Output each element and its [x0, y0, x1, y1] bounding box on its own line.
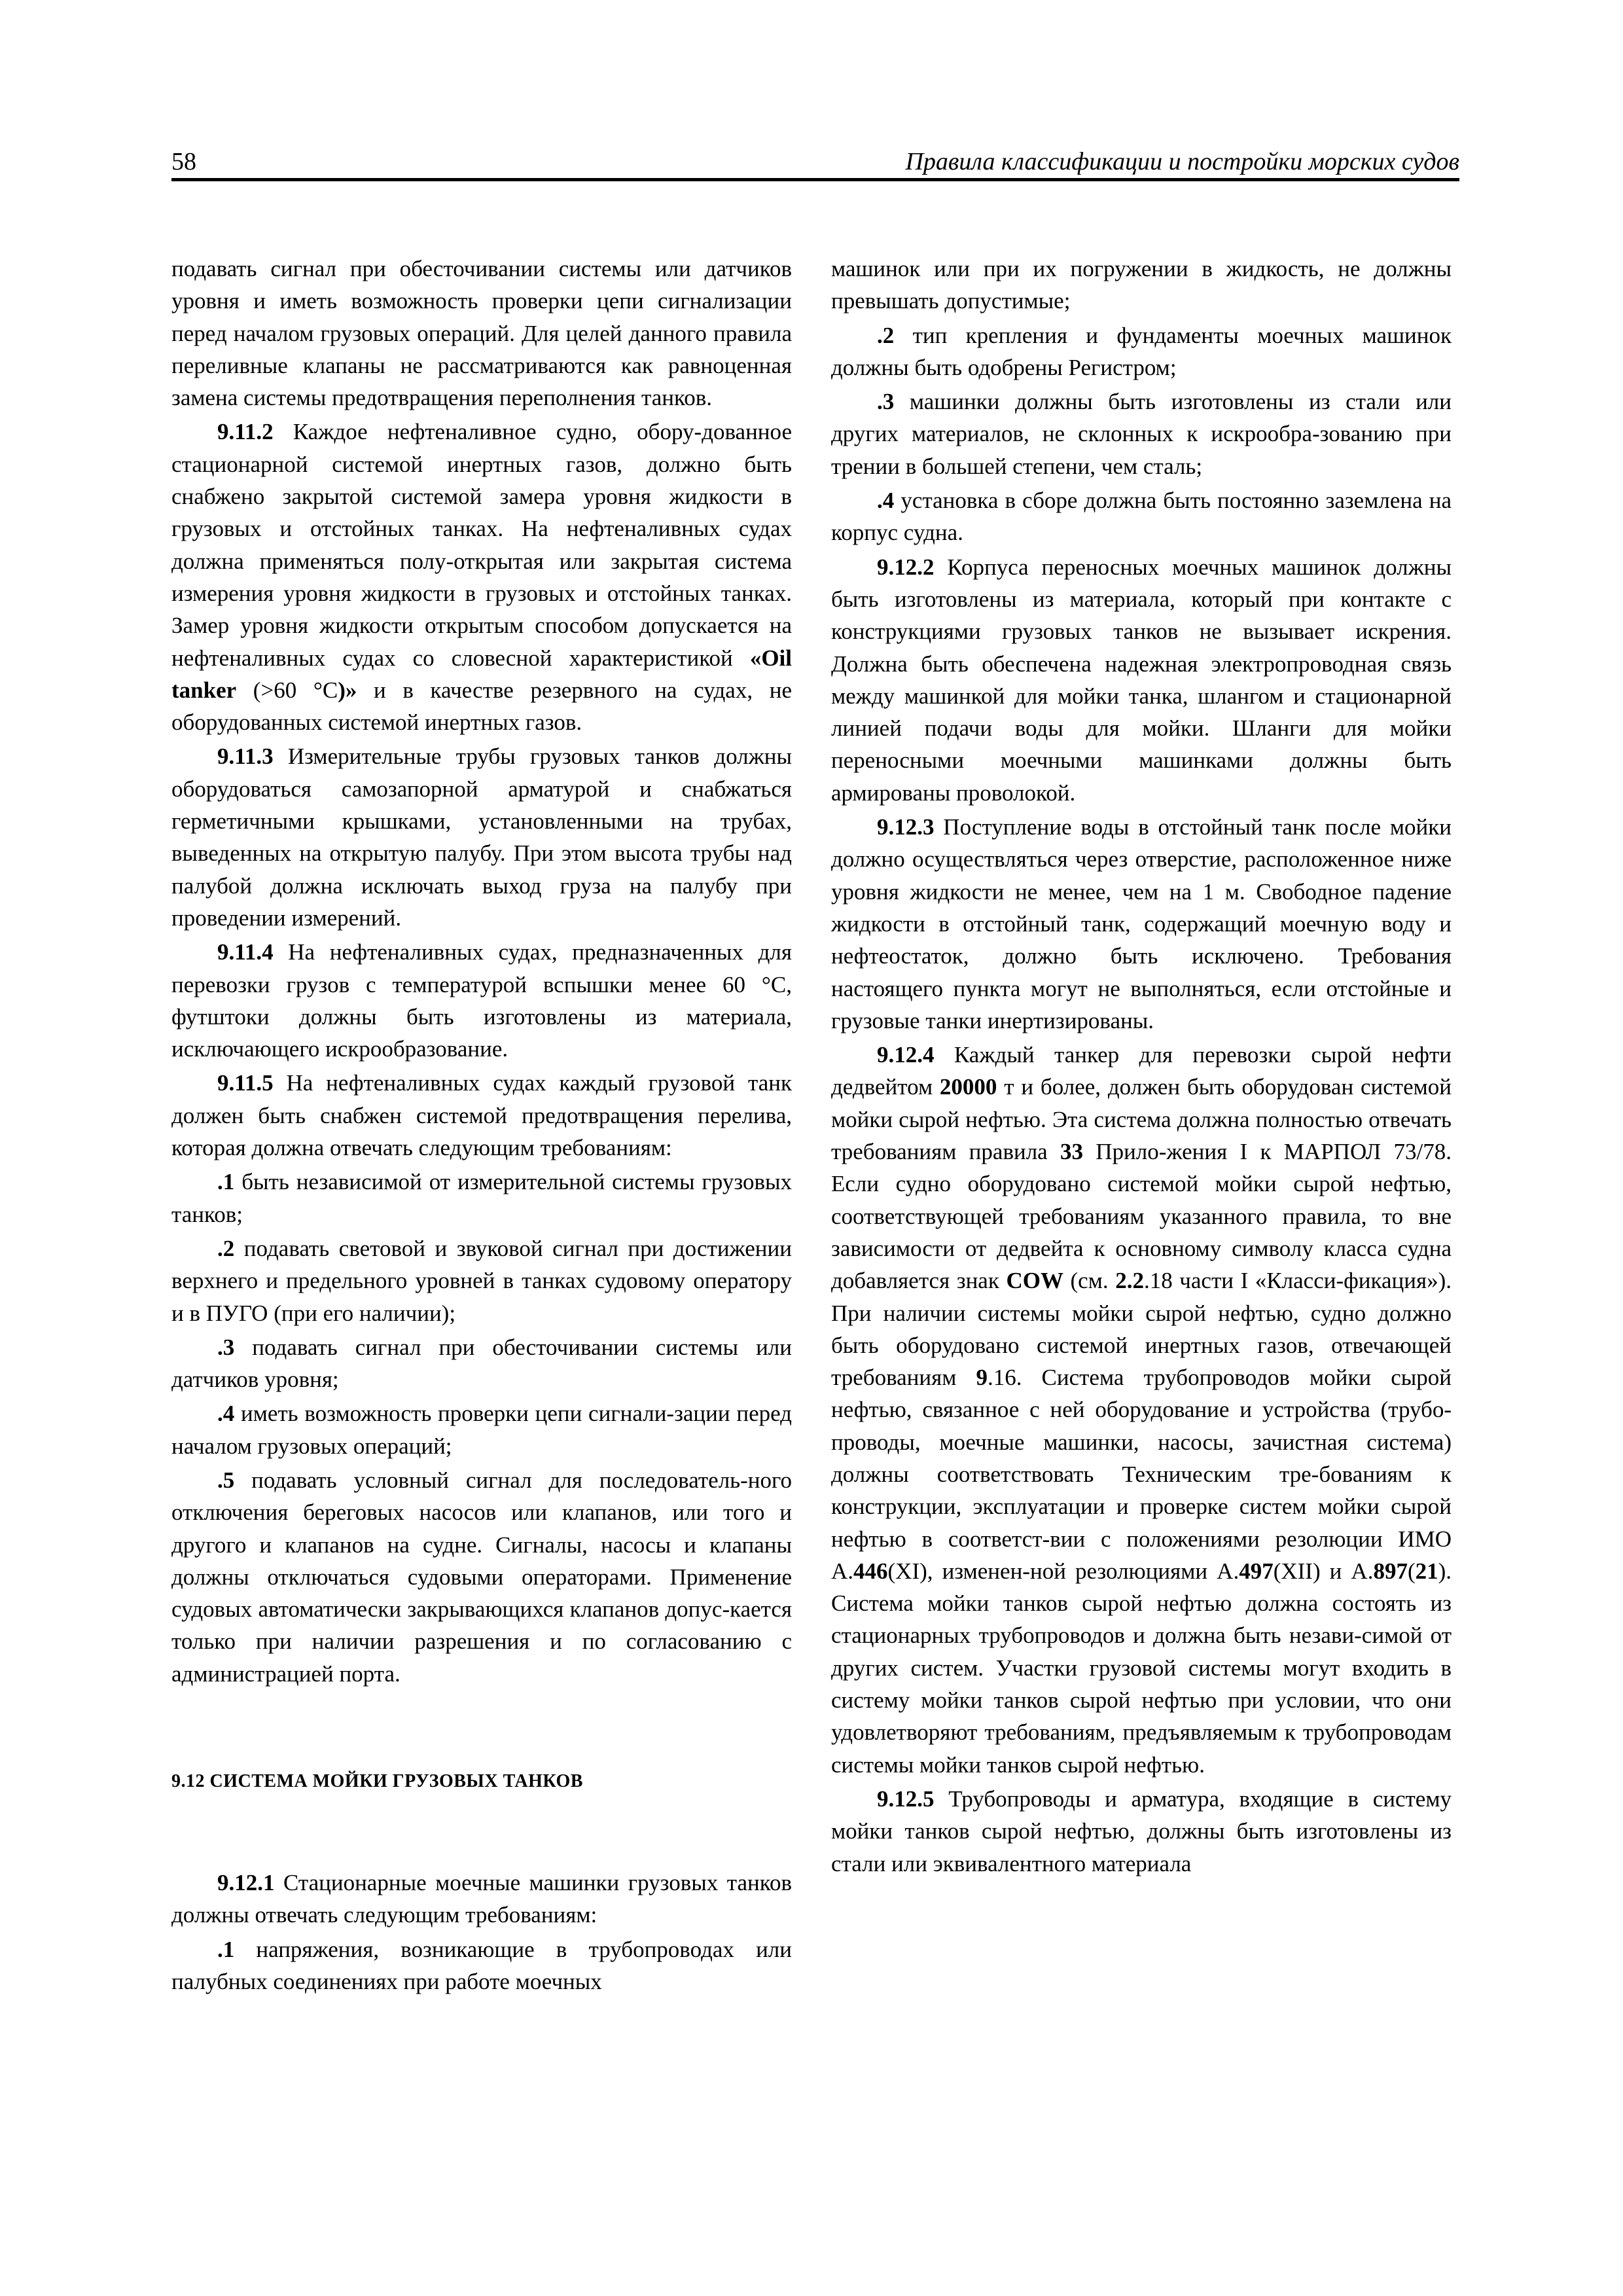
item-text: напряжения, возникающие в трубопроводах или палубных соединениях при работе моечных	[171, 1936, 792, 1994]
paragraph-text: машинок или при их погружении в жидкость, не должны превышать допустимые;	[831, 256, 1452, 314]
paragraph-9-12-4	[831, 1039, 1452, 1781]
clause-number: 9.11.3	[217, 744, 274, 770]
list-item	[831, 386, 1452, 482]
item-text: машинки должны быть изготовлены из стали или других материалов, не склонных к искрообра-зованию при трении в большей степени, чем сталь;	[831, 389, 1452, 479]
list-item	[831, 484, 1452, 549]
paragraph-text: Каждое нефтеналивное судно, обору-дованное стационарной системой инертных газов, должно быть снабжено закрытой системой замера уровня жидкости в грузовых и отстойных танках. На нефтеналивных судах должна применяться полу-открытая или закрытая система измерения уровня жидкости в грузовых и отстойных танках. Замер уровня жидкости открытым способом допускается на нефтеналивных судах со словесной характеристикой	[171, 419, 792, 671]
item-number: .5	[217, 1467, 235, 1493]
page-number: 58	[171, 148, 196, 175]
paragraph-text: (XI), изменен-ной резолюциями А.	[887, 1558, 1240, 1584]
bold-number: 2.2	[1115, 1268, 1144, 1294]
paragraph-text: На нефтеналивных судах каждый грузовой танк должен быть снабжен системой предотвращения перелива, которая должна отвечать следующим требованиям:	[171, 1070, 792, 1161]
section-heading: 9.12 СИСТЕМА МОЙКИ ГРУЗОВЫХ ТАНКОВ	[171, 1771, 583, 1792]
paragraph-9-11-2	[171, 416, 792, 738]
list-item	[171, 1397, 792, 1462]
paragraph-text: Стационарные моечные машинки грузовых танков должны отвечать следующим требованиям:	[171, 1870, 792, 1928]
paragraph-text: Поступление воды в отстойный танк после мойки должно осуществляться через отверстие, расположенное ниже уровня жидкости не менее, чем на 1 м. Свободное падение жидкости в отстойный танк, содержащий моечную воду и нефтеостаток, должно быть исключено. Требования настоящего пункта могут не выполняться, если отстойные и грузовые танки инертизированы.	[831, 814, 1452, 1033]
paragraph-text: Прило-жения I к МАРПОЛ 73/78. Если судно оборудовано системой мойки сырой нефтью, соответствующей требованиям указанного правила, то вне зависимости от дедвейта к основному символу класса судна добавляется знак	[831, 1139, 1452, 1294]
class-symbol: COW	[1006, 1268, 1063, 1294]
paragraph-9-12-5	[831, 1783, 1452, 1880]
paragraph-text: (см.	[1063, 1268, 1116, 1294]
paragraph-9-12-1	[171, 1867, 792, 1931]
list-item	[831, 319, 1452, 384]
paragraph-text: ). Система мойки танков сырой нефтью должна состоять из стационарных трубопроводов и должна быть незави-симой от других систем. Участки грузовой системы могут входить в систему мойки танков сырой нефтью при условии, что они удовлетворяют требованиям, предъявляемым к трубопроводам системы мойки танков сырой нефтью.	[831, 1558, 1452, 1778]
bold-number: 897	[1373, 1558, 1408, 1584]
bold-number: 20000	[939, 1074, 997, 1100]
paragraph-text: подавать сигнал при обесточивании системы или датчиков уровня и иметь возможность проверки цепи сигнализации перед началом грузовых операций. Для целей данного правила переливные клапаны не рассматриваются как равноценная замена системы предотвращения переполнения танков.	[171, 256, 792, 411]
item-number: .4	[877, 488, 895, 514]
list-item	[171, 1464, 792, 1690]
list-item	[171, 1933, 792, 1998]
clause-number: 9.12.1	[217, 1870, 275, 1896]
item-number: .4	[217, 1401, 235, 1427]
left-column	[171, 253, 792, 2000]
clause-number: 9.12.4	[877, 1042, 935, 1068]
paragraph	[171, 253, 792, 414]
paragraph-9-12-2	[831, 551, 1452, 809]
item-text: установка в сборе должна быть постоянно заземлена на корпус судна.	[831, 488, 1452, 546]
item-number: .3	[217, 1334, 235, 1360]
item-number: .3	[877, 389, 895, 415]
paragraph-text: Каждый танкер для перевозки сырой нефти дедвейтом	[831, 1042, 1452, 1100]
paragraph-text: (XII) и А.	[1273, 1558, 1374, 1584]
item-text: подавать сигнал при обесточивании системы или датчиков уровня;	[171, 1334, 792, 1393]
paragraph-9-11-4	[171, 936, 792, 1065]
paragraph-text: .18 части I «Класси-фикация»). При наличии системы мойки сырой нефтью, судно должно быть оборудовано системой инертных газов, отвечающей требованиям	[831, 1268, 1452, 1391]
item-text: тип крепления и фундаменты моечных машинок должны быть одобрены Регистром;	[831, 322, 1452, 380]
paragraph-text: и в качестве резервного на судах, не оборудованных системой инертных газов.	[171, 677, 792, 736]
item-text: быть независимой от измерительной системы грузовых танков;	[171, 1169, 792, 1227]
paragraph-text: .16. Система трубопроводов мойки сырой нефтью, связанное с ней оборудование и устройства (трубо-проводы, моечные машинки, насосы, зачистная система) должны соответствовать Техническим тре-бованиям к конструкции, эксплуатации и проверке систем мойки сырой нефтью в соответст-вии с положениями резолюции ИМО А.	[831, 1365, 1452, 1584]
clause-number: 9.11.5	[217, 1070, 274, 1096]
item-number: .1	[217, 1169, 235, 1195]
paragraph-9-12-3	[831, 811, 1452, 1037]
paragraph-text: т и более, должен быть оборудован системой мойки сырой нефтью. Эта система должна полностью отвечать требованиям правила	[831, 1074, 1452, 1165]
bold-number: 446	[853, 1558, 888, 1584]
paragraph-9-11-5	[171, 1067, 792, 1164]
paragraph	[831, 253, 1452, 317]
clause-number: 9.12.3	[877, 814, 935, 840]
item-number: .2	[217, 1235, 235, 1261]
paragraph-text: На нефтеналивных судах, предназначенных для перевозки грузов с температурой вспышки менее 60 °С, футштоки должны быть изготовлены из материала, исключающего искрообразование.	[171, 939, 792, 1062]
paragraph-text: Корпуса переносных моечных машинок должны быть изготовлены из материала, который при контакте с конструкциями грузовых танков не вызывает искрения. Должна быть обеспечена надежная электропроводная связь между машинкой для мойки танка, шлангом и стационарной линией подачи воды для мойки. Шланги для мойки переносными моечными машинками должны быть армированы проволокой.	[831, 554, 1452, 806]
item-text: подавать световой и звуковой сигнал при достижении верхнего и предельного уровней в танках судовому оператору и в ПУГО (при его наличии);	[171, 1235, 792, 1326]
paragraph-text: Измерительные трубы грузовых танков должны оборудоваться самозапорной арматурой и снабжаться герметичными крышками, установленными на трубах, выведенных на открытую палубу. При этом высота трубы над палубой должна исключать выход груза на палубу при проведении измерений.	[171, 744, 792, 931]
paragraph-text: (	[1407, 1558, 1416, 1584]
item-number: .1	[217, 1936, 235, 1962]
bold-term: «Oil tanker	[171, 645, 792, 703]
bold-term: )»	[338, 677, 357, 703]
header-rule	[171, 178, 1459, 181]
page-header	[171, 145, 1459, 178]
bold-number: 9	[976, 1365, 988, 1391]
paragraph-text: Трубопроводы и арматура, входящие в систему мойки танков сырой нефтью, должны быть изготовлены из стали или эквивалентного материала	[831, 1785, 1452, 1876]
running-title: Правила классификации и постройки морских судов	[905, 148, 1459, 175]
clause-number: 9.11.4	[217, 939, 274, 965]
right-column	[831, 253, 1452, 1882]
list-item	[171, 1331, 792, 1396]
bold-number: 497	[1239, 1558, 1274, 1584]
paragraph-text: (>60 °С	[236, 677, 338, 703]
clause-number: 9.12.2	[877, 554, 935, 580]
item-number: .2	[877, 322, 895, 348]
clause-number: 9.12.5	[877, 1785, 935, 1812]
item-text: подавать условный сигнал для последователь-ного отключения береговых насосов или клапанов, или того и другого и клапанов на судне. Сигналы, насосы и клапаны должны отключаться судовыми операторами. Применение судовых автоматически закрывающихся клапанов допус-кается только при наличии разрешения и по согласованию с администрацией порта.	[171, 1467, 792, 1687]
bold-number: 33	[1060, 1139, 1083, 1165]
list-item	[171, 1232, 792, 1329]
bold-number: 21	[1415, 1558, 1438, 1584]
list-item	[171, 1166, 792, 1230]
item-text: иметь возможность проверки цепи сигнали-зации перед началом грузовых операций;	[171, 1401, 792, 1459]
clause-number: 9.11.2	[217, 419, 274, 445]
paragraph-9-11-3	[171, 740, 792, 934]
